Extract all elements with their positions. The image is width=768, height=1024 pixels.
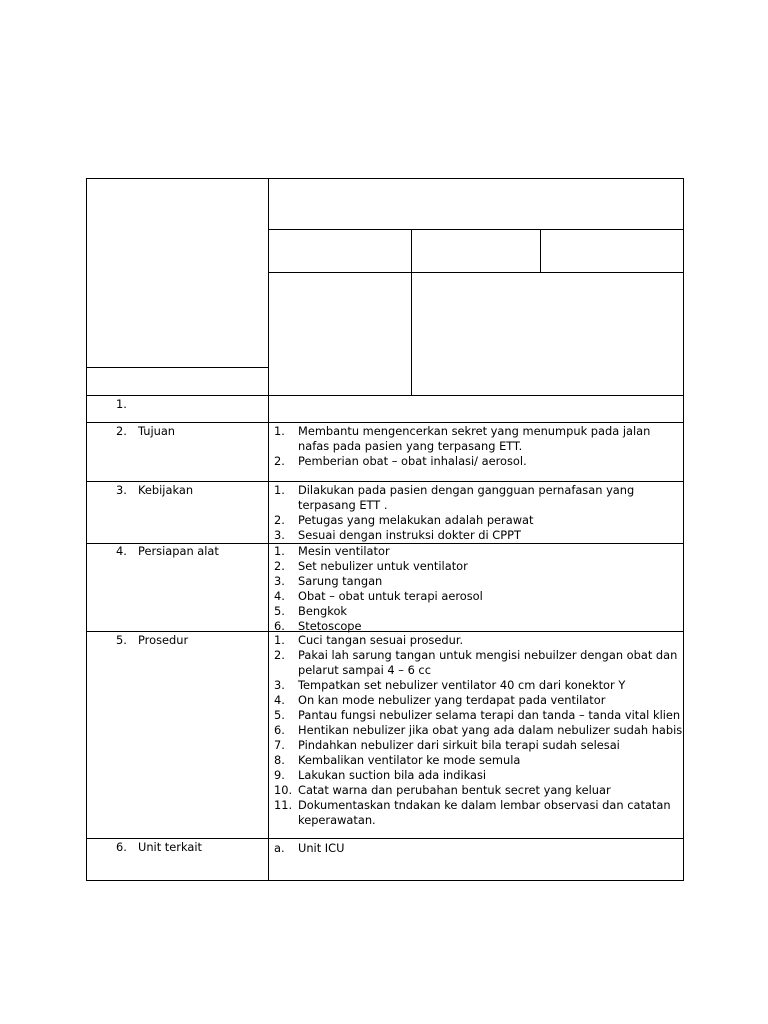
list-item [274, 544, 483, 559]
item-number: 11. [274, 798, 293, 812]
item-text: Sarung tangan [298, 574, 383, 588]
section-label-kebijakan: Kebijakan [138, 483, 194, 497]
list-item [274, 589, 483, 604]
item-number: 1. [274, 544, 285, 558]
header-title-divider [268, 229, 684, 230]
table-border-bottom [86, 880, 684, 881]
item-text: On kan mode nebulizer yang terdapat pada ventilator [298, 693, 606, 707]
item-number: 1. [274, 633, 285, 647]
table-border-top [86, 178, 684, 179]
section-label-unit-terkait: Unit terkait [138, 840, 202, 854]
item-text: Cuci tangan sesuai prosedur. [298, 633, 464, 647]
section-label-persiapan-alat: Persiapan alat [138, 544, 219, 558]
item-text: Unit ICU [298, 841, 345, 855]
item-text: nafas pada pasien yang terpasang ETT. [298, 439, 523, 453]
row-number: 1. [116, 397, 127, 411]
unit-terkait-list [274, 841, 344, 856]
section-label-prosedur: Prosedur [138, 633, 189, 647]
item-number: 9. [274, 768, 285, 782]
item-text: Dilakukan pada pasien dengan gangguan pernafasan yang [298, 483, 635, 497]
list-item [274, 528, 634, 543]
item-number: 10. [274, 783, 293, 797]
list-item [274, 513, 634, 528]
list-item [274, 633, 682, 648]
row-divider-3 [86, 481, 684, 482]
section-label-tujuan: Tujuan [138, 424, 176, 438]
item-number: 1. [274, 483, 285, 497]
item-number: a. [274, 841, 285, 855]
item-text: Pemberian obat – obat inhalasi/ aerosol. [298, 454, 527, 468]
item-number: 6. [274, 723, 285, 737]
row-divider-1 [86, 395, 684, 396]
item-number: 4. [274, 693, 285, 707]
persiapan-alat-list [274, 544, 483, 634]
item-text: Kembalikan ventilator ke mode semula [298, 753, 521, 767]
item-text: Membantu mengencerkan sekret yang menumpuk pada jalan [298, 424, 651, 438]
item-text: Petugas yang melakukan adalah perawat [298, 513, 534, 527]
list-item [274, 768, 682, 783]
item-number: 2. [274, 559, 285, 573]
list-item [274, 604, 483, 619]
list-item [274, 678, 682, 693]
item-text: keperawatan. [298, 813, 376, 827]
list-item [274, 648, 682, 678]
item-text: Catat warna dan perubahan bentuk secret yang keluar [298, 783, 611, 797]
list-item [274, 738, 682, 753]
list-item [274, 783, 682, 798]
item-text: Bengkok [298, 604, 348, 618]
list-item [274, 753, 682, 768]
list-item [274, 798, 682, 828]
item-number: 5. [274, 708, 285, 722]
tujuan-list [274, 424, 650, 469]
item-number: 3. [274, 528, 285, 542]
item-text: Mesin ventilator [298, 544, 390, 558]
row-number: 2. [116, 424, 127, 438]
item-number: 3. [274, 574, 285, 588]
item-text: Lakukan suction bila ada indikasi [298, 768, 487, 782]
item-number: 6. [274, 619, 285, 633]
prosedur-list [274, 633, 682, 828]
item-text: Pakai lah sarung tangan untuk mengisi nebuilzer dengan obat dan [298, 648, 678, 662]
list-item [274, 693, 682, 708]
row-divider-2 [86, 422, 684, 423]
item-text: Sesuai dengan instruksi dokter di CPPT [298, 528, 521, 542]
row-number: 5. [116, 633, 127, 647]
item-number: 1. [274, 424, 285, 438]
header-cell-divider-2 [540, 229, 541, 273]
list-item [274, 723, 682, 738]
item-text: terpasang ETT . [298, 498, 388, 512]
list-item [274, 841, 344, 856]
row-number: 6. [116, 840, 127, 854]
item-text: Pindahkan nebulizer dari sirkuit bila terapi sudah selesai [298, 738, 620, 752]
item-text: Dokumentaskan tndakan ke dalam lembar observasi dan catatan [298, 798, 671, 812]
item-text: Set nebulizer untuk ventilator [298, 559, 468, 573]
kebijakan-list [274, 483, 634, 543]
row-number: 4. [116, 544, 127, 558]
item-number: 2. [274, 513, 285, 527]
header-cell-divider-1 [411, 229, 412, 395]
item-number: 2. [274, 648, 285, 662]
item-number: 8. [274, 753, 285, 767]
list-item [274, 708, 682, 723]
item-number: 3. [274, 678, 285, 692]
item-text: Stetoscope [298, 619, 362, 633]
header-row-divider [268, 272, 684, 273]
item-number: 7. [274, 738, 285, 752]
item-text: Hentikan nebulizer jika obat yang ada dalam nebulizer sudah habis [298, 723, 683, 737]
item-number: 4. [274, 589, 285, 603]
item-number: 5. [274, 604, 285, 618]
logo-cell-divider [86, 367, 269, 368]
list-item [274, 424, 650, 454]
list-item [274, 619, 483, 634]
row-divider-6 [86, 838, 684, 839]
list-item [274, 574, 483, 589]
column-divider [268, 178, 269, 881]
table-border-right [683, 178, 684, 881]
list-item [274, 483, 634, 513]
item-text: Pantau fungsi nebulizer selama terapi dan tanda – tanda vital klien [298, 708, 681, 722]
row-number: 3. [116, 483, 127, 497]
item-text: Obat – obat untuk terapi aerosol [298, 589, 483, 603]
list-item [274, 454, 650, 469]
item-number: 2. [274, 454, 285, 468]
item-text: Tempatkan set nebulizer ventilator 40 cm dari konektor Y [298, 678, 626, 692]
table-border-left [86, 178, 87, 881]
item-text: pelarut sampai 4 – 6 cc [298, 663, 431, 677]
list-item [274, 559, 483, 574]
